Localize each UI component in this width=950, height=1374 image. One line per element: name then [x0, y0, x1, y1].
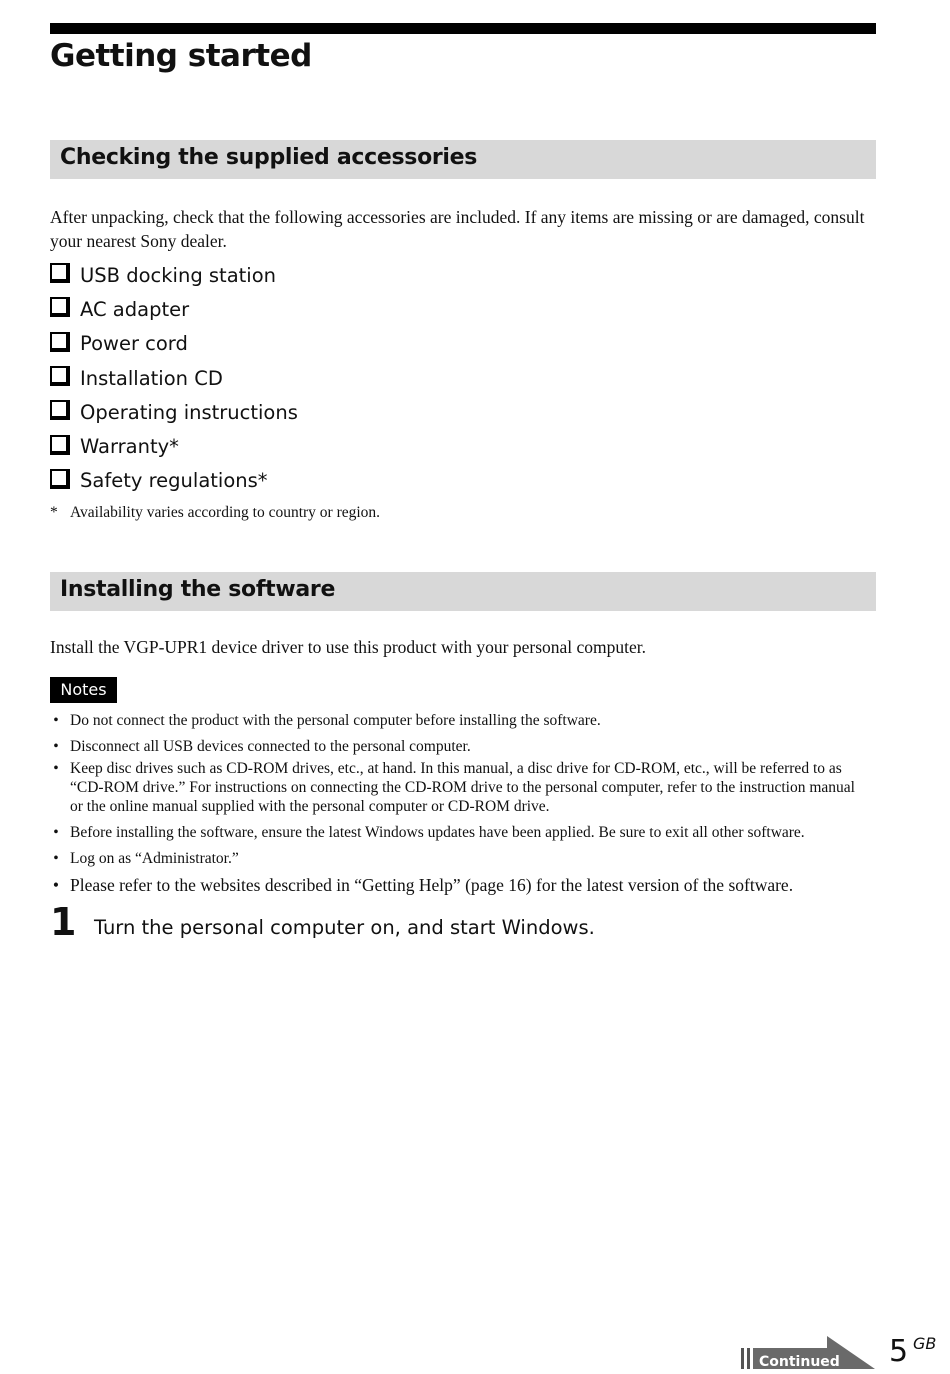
- note-text: Log on as “Administrator.”: [70, 850, 239, 867]
- checklist-item-label: Power cord: [80, 332, 188, 356]
- footnote-marker: *: [50, 504, 58, 521]
- checkbox-icon: [50, 297, 70, 317]
- checklist-item: [50, 395, 298, 429]
- section-heading-text: Installing the software: [60, 577, 336, 602]
- footnote-text: Availability varies according to country or region.: [70, 504, 381, 521]
- checklist-item-label: Operating instructions: [80, 400, 298, 424]
- step-text: Turn the personal computer on, and start Windows.: [94, 916, 595, 939]
- note-text: Please refer to the websites described in “Getting Help” (page 16) for the latest version of the software.: [70, 875, 794, 895]
- note-text: Before installing the software, ensure the latest Windows updates have been applied. Be sure to exit all other software.: [70, 824, 805, 841]
- section-heading-text: Checking the supplied accessories: [60, 145, 478, 170]
- checkbox-icon: [50, 263, 70, 283]
- checkbox-icon: [50, 366, 70, 386]
- section-heading-software: [50, 572, 876, 611]
- note-text: Do not connect the product with the personal computer before installing the software.: [70, 712, 601, 729]
- accessories-intro: After unpacking, check that the following accessories are included. If any items are missing or are damaged, consult your nearest Sony dealer.: [50, 207, 865, 251]
- bullet-icon: •: [53, 738, 59, 755]
- bullet-icon: •: [53, 760, 59, 777]
- note-item: [50, 823, 870, 842]
- checklist-item: [50, 429, 298, 463]
- checklist-item: [50, 464, 298, 498]
- checklist-item: [50, 292, 298, 326]
- page-title: Getting started: [50, 38, 312, 74]
- step-number: 1: [50, 900, 77, 944]
- checklist-item-label: USB docking station: [80, 263, 277, 287]
- page-suffix: GB: [913, 1334, 937, 1353]
- note-item: [50, 874, 870, 896]
- bullet-icon: •: [53, 824, 59, 841]
- checkbox-icon: [50, 332, 70, 352]
- checklist-item: [50, 327, 298, 361]
- continued-marker: [741, 1336, 877, 1370]
- checklist-item: [50, 258, 298, 292]
- checkbox-icon: [50, 469, 70, 489]
- bullet-icon: •: [53, 712, 59, 729]
- continued-bar: [741, 1348, 744, 1369]
- software-intro: Install the VGP-UPR1 device driver to use this product with your personal computer.: [50, 637, 647, 657]
- checklist-item-label: Installation CD: [80, 366, 223, 390]
- continued-label: Continued: [759, 1354, 840, 1370]
- section-heading-accessories: [50, 140, 876, 179]
- note-text: Keep disc drives such as CD-ROM drives, etc., at hand. In this manual, a disc drive for CD-ROM, etc., will be referred to as “CD-ROM drive.” For instructions on connecting the CD-ROM drive to the personal computer, refer to the instruction manual or the online manual supplied with the personal computer or CD-ROM drive.: [70, 760, 855, 815]
- page-number: 5: [889, 1334, 909, 1369]
- bullet-icon: •: [53, 850, 59, 867]
- checklist-item: [50, 361, 298, 395]
- notes-badge: Notes: [50, 677, 117, 703]
- top-rule: [50, 23, 876, 34]
- note-item: [50, 737, 870, 756]
- note-item: [50, 711, 870, 730]
- checklist-item-label: Safety regulations*: [80, 469, 268, 493]
- checkbox-icon: [50, 435, 70, 455]
- footnote: [50, 504, 380, 522]
- checklist-item-label: AC adapter: [80, 297, 190, 321]
- note-text: Disconnect all USB devices connected to the personal computer.: [70, 738, 471, 755]
- checklist-item-label: Warranty*: [80, 435, 179, 459]
- checkbox-icon: [50, 400, 70, 420]
- accessories-checklist: [50, 258, 298, 498]
- bullet-icon: •: [52, 875, 60, 895]
- continued-bar: [747, 1348, 750, 1369]
- note-item: [50, 849, 870, 868]
- note-item: [50, 759, 870, 816]
